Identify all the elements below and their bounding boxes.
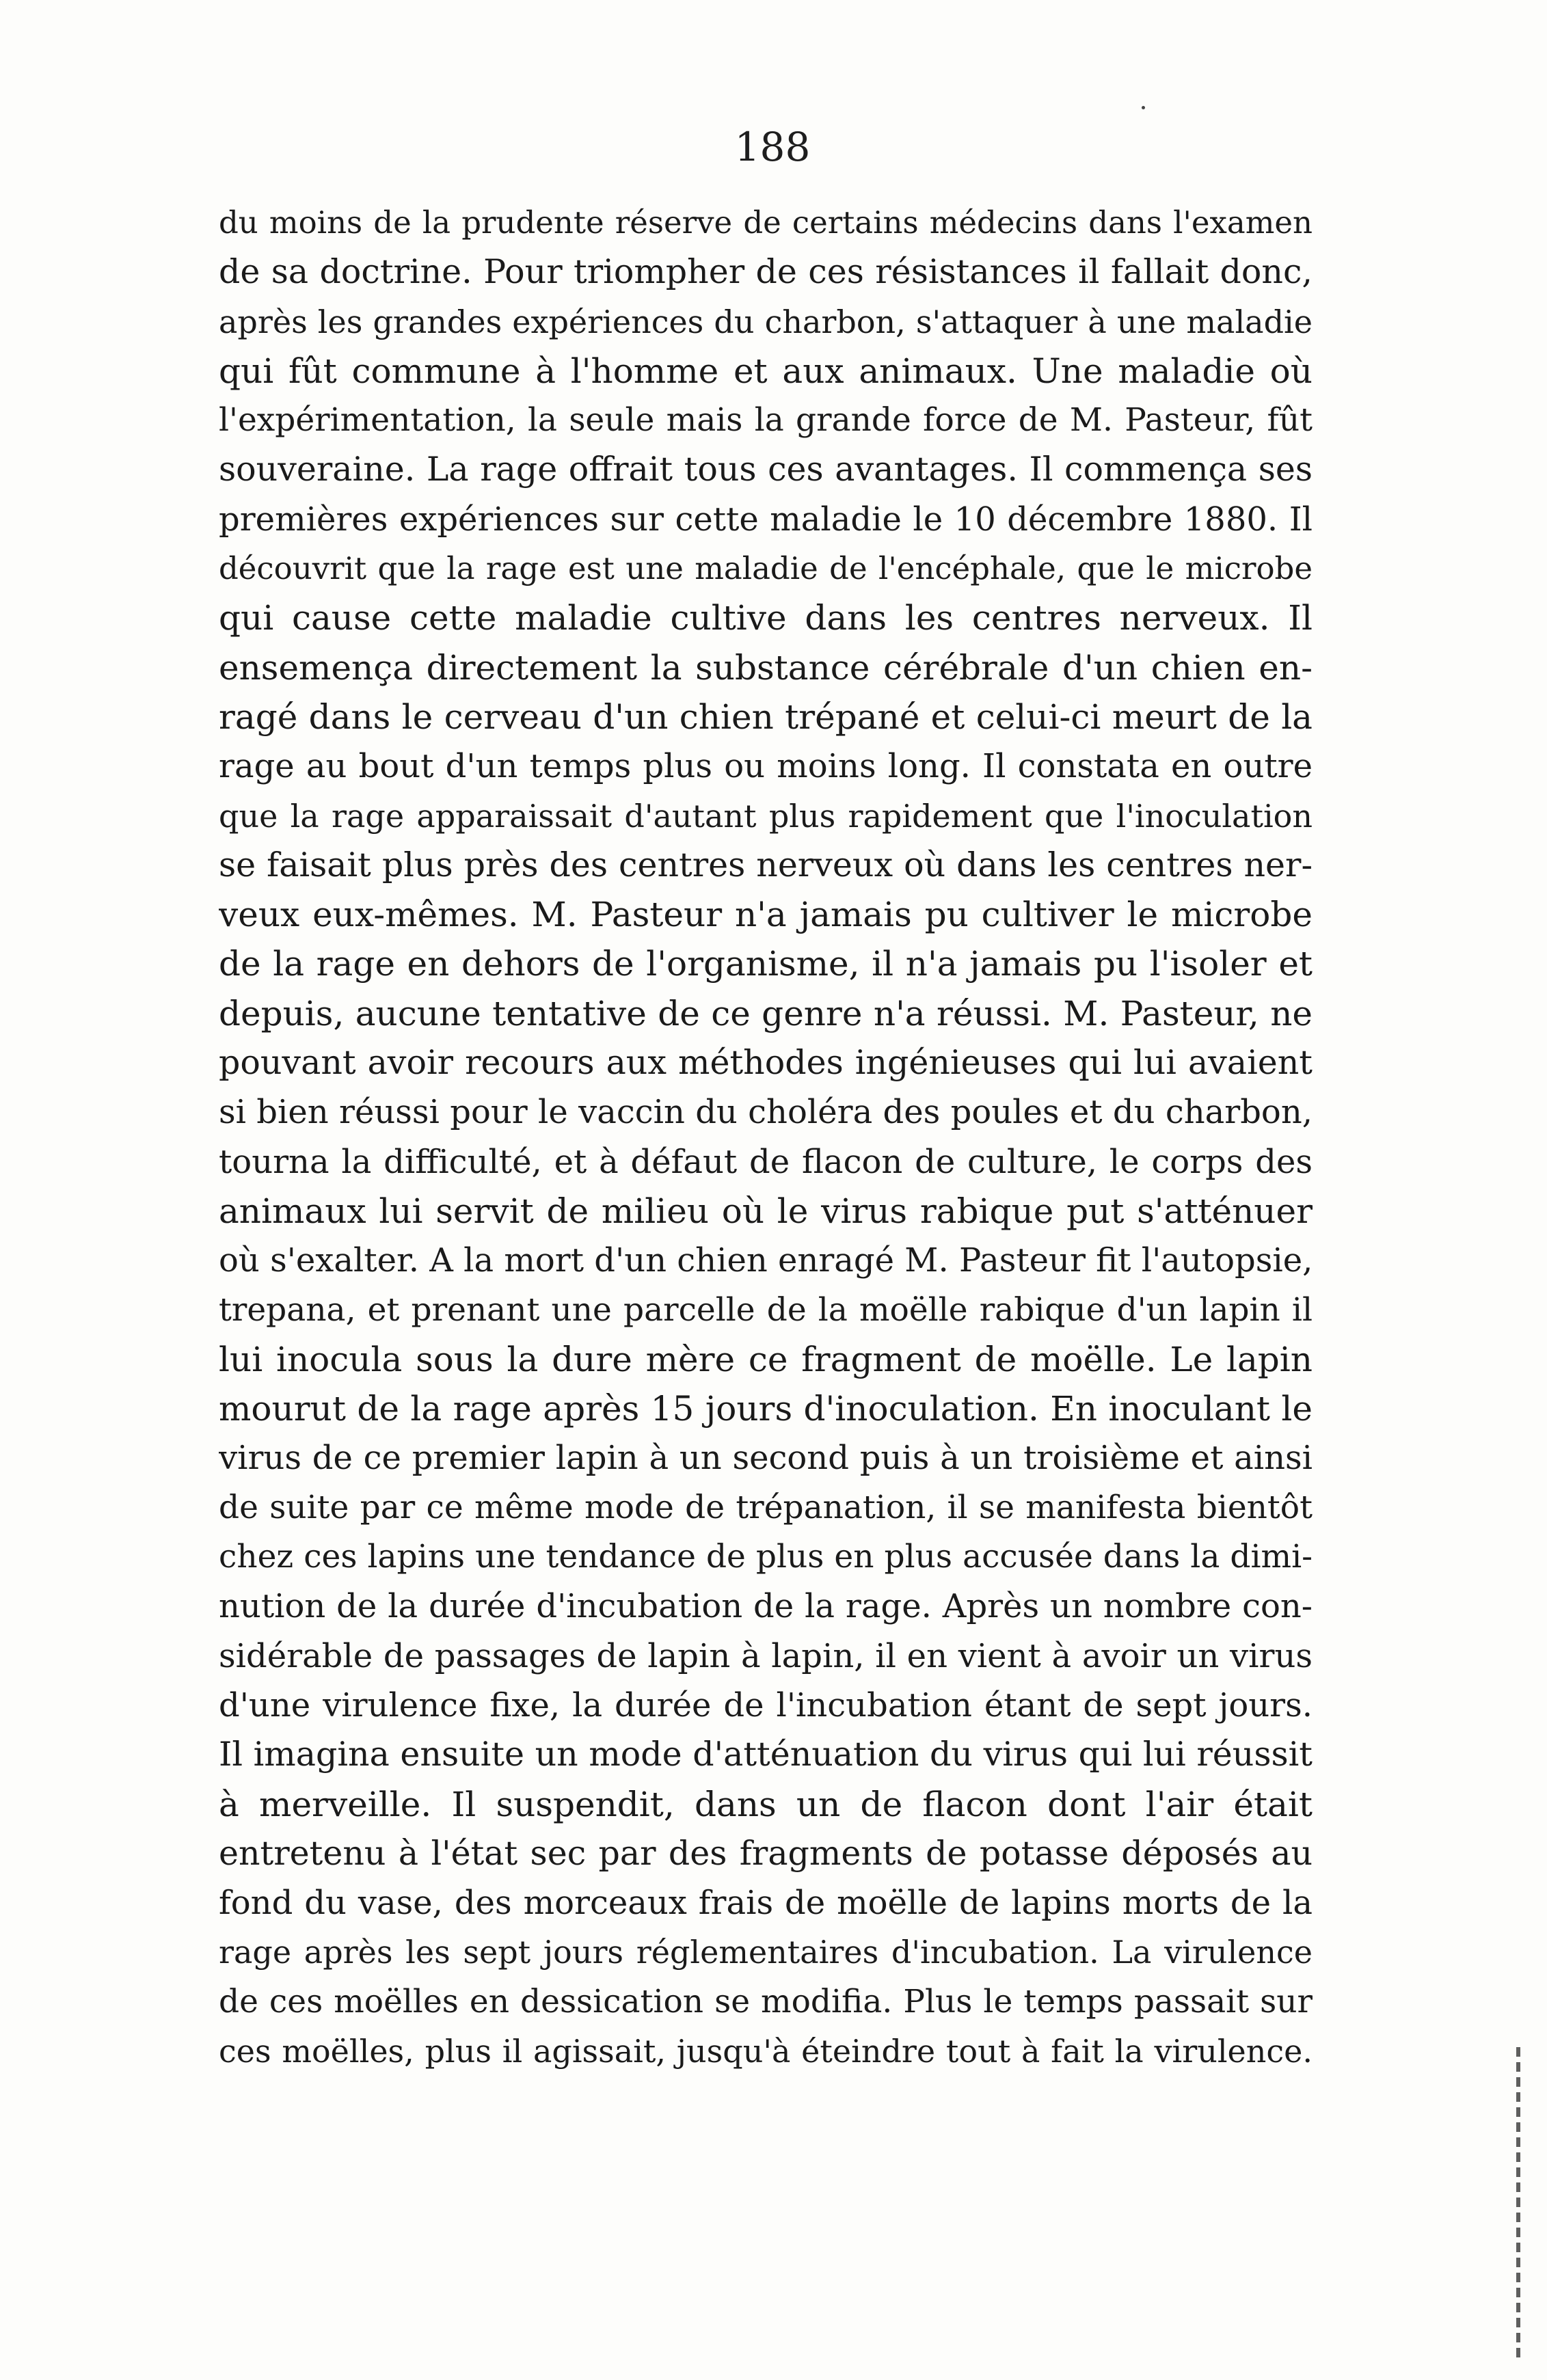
text-line: si bien réussi pour le vaccin du choléra des poules et du charbon, [219,1093,1313,1132]
text-line: pouvant avoir recours aux méthodes ingénieuses qui lui avaient [219,1043,1313,1083]
text-line: qui cause cette maladie cultive dans les centres nerveux. Il [219,598,1313,638]
text-line: se faisait plus près des centres nerveux où dans les centres ner- [219,845,1313,884]
text-line: ensemença directement la substance cérébrale d'un chien en- [219,647,1313,688]
text-line: fond du vase, des morceaux frais de moëlle de lapins morts de la [219,1884,1313,1923]
body-text [219,198,1313,2076]
text-line: trepana, et prenant une parcelle de la moëlle rabique d'un lapin il [219,1290,1313,1329]
text-line: de ces moëlles en dessication se modifia. Plus le temps passait sur [219,1982,1313,2020]
text-line: nution de la durée d'incubation de la rage. Après un nombre con- [219,1587,1313,1626]
text-line: de sa doctrine. Pour triompher de ces résistances il fallait donc, [219,252,1313,292]
text-line: d'une virulence fixe, la durée de l'incubation étant de sept jours. [219,1686,1313,1725]
text-line: à merveille. Il suspendit, dans un de flacon dont l'air était [219,1784,1313,1824]
text-line: du moins de la prudente réserve de certains médecins dans l'examen [219,204,1313,241]
text-line: entretenu à l'état sec par des fragments de potasse déposés au [219,1833,1313,1873]
text-line: mourut de la rage après 15 jours d'inoculation. En inoculant le [219,1389,1313,1429]
page-number: 188 [734,124,811,170]
text-line: tourna la difficulté, et à défaut de flacon de culture, le corps des [219,1142,1313,1181]
text-line: après les grandes expériences du charbon, s'attaquer à une maladie [219,303,1313,340]
text-line: lui inocula sous la dure mère ce fragment de moëlle. Le lapin [219,1339,1313,1379]
text-line: ragé dans le cerveau d'un chien trépané et celui-ci meurt de la [219,697,1313,737]
text-line: Il imagina ensuite un mode d'atténuation du virus qui lui réussit [219,1735,1313,1774]
text-line: rage après les sept jours réglementaires d'incubation. La virulence [219,1934,1313,1971]
text-line: animaux lui servit de milieu où le virus rabique put s'atténuer [219,1191,1313,1231]
text-line: virus de ce premier lapin à un second puis à un troisième et ainsi [219,1439,1313,1478]
text-line: où s'exalter. A la mort d'un chien enragé M. Pasteur fit l'autopsie, [219,1241,1313,1280]
text-line: qui fût commune à l'homme et aux animaux. Une maladie où [219,351,1313,391]
text-line: souveraine. La rage offrait tous ces avantages. Il commença ses [219,450,1313,489]
text-line: sidérable de passages de lapin à lapin, il en vient à avoir un virus [219,1636,1313,1675]
scan-edge-mark [1516,2047,1520,2362]
text-line: de suite par ce même mode de trépanation, il se manifesta bientôt [219,1488,1313,1526]
text-line: depuis, aucune tentative de ce genre n'a réussi. M. Pasteur, ne [219,993,1313,1033]
scan-speck [1142,106,1145,109]
text-line: veux eux-mêmes. M. Pasteur n'a jamais pu cultiver le microbe [219,895,1313,935]
text-line: l'expérimentation, la seule mais la grande force de M. Pasteur, fût [219,401,1313,440]
text-line: que la rage apparaissait d'autant plus rapidement que l'inoculation [219,797,1313,835]
text-line: découvrit que la rage est une maladie de l'encéphale, que le microbe [219,550,1313,587]
text-line: ces moëlles, plus il agissait, jusqu'à éteindre tout à fait la virulence. [219,2032,1313,2070]
text-line: de la rage en dehors de l'organisme, il n'a jamais pu l'isoler et [219,944,1313,984]
text-line: rage au bout d'un temps plus ou moins long. Il constata en outre [219,747,1313,786]
text-line: chez ces lapins une tendance de plus en plus accusée dans la dimi- [219,1538,1313,1576]
text-line: premières expériences sur cette maladie le 10 décembre 1880. Il [219,500,1313,539]
